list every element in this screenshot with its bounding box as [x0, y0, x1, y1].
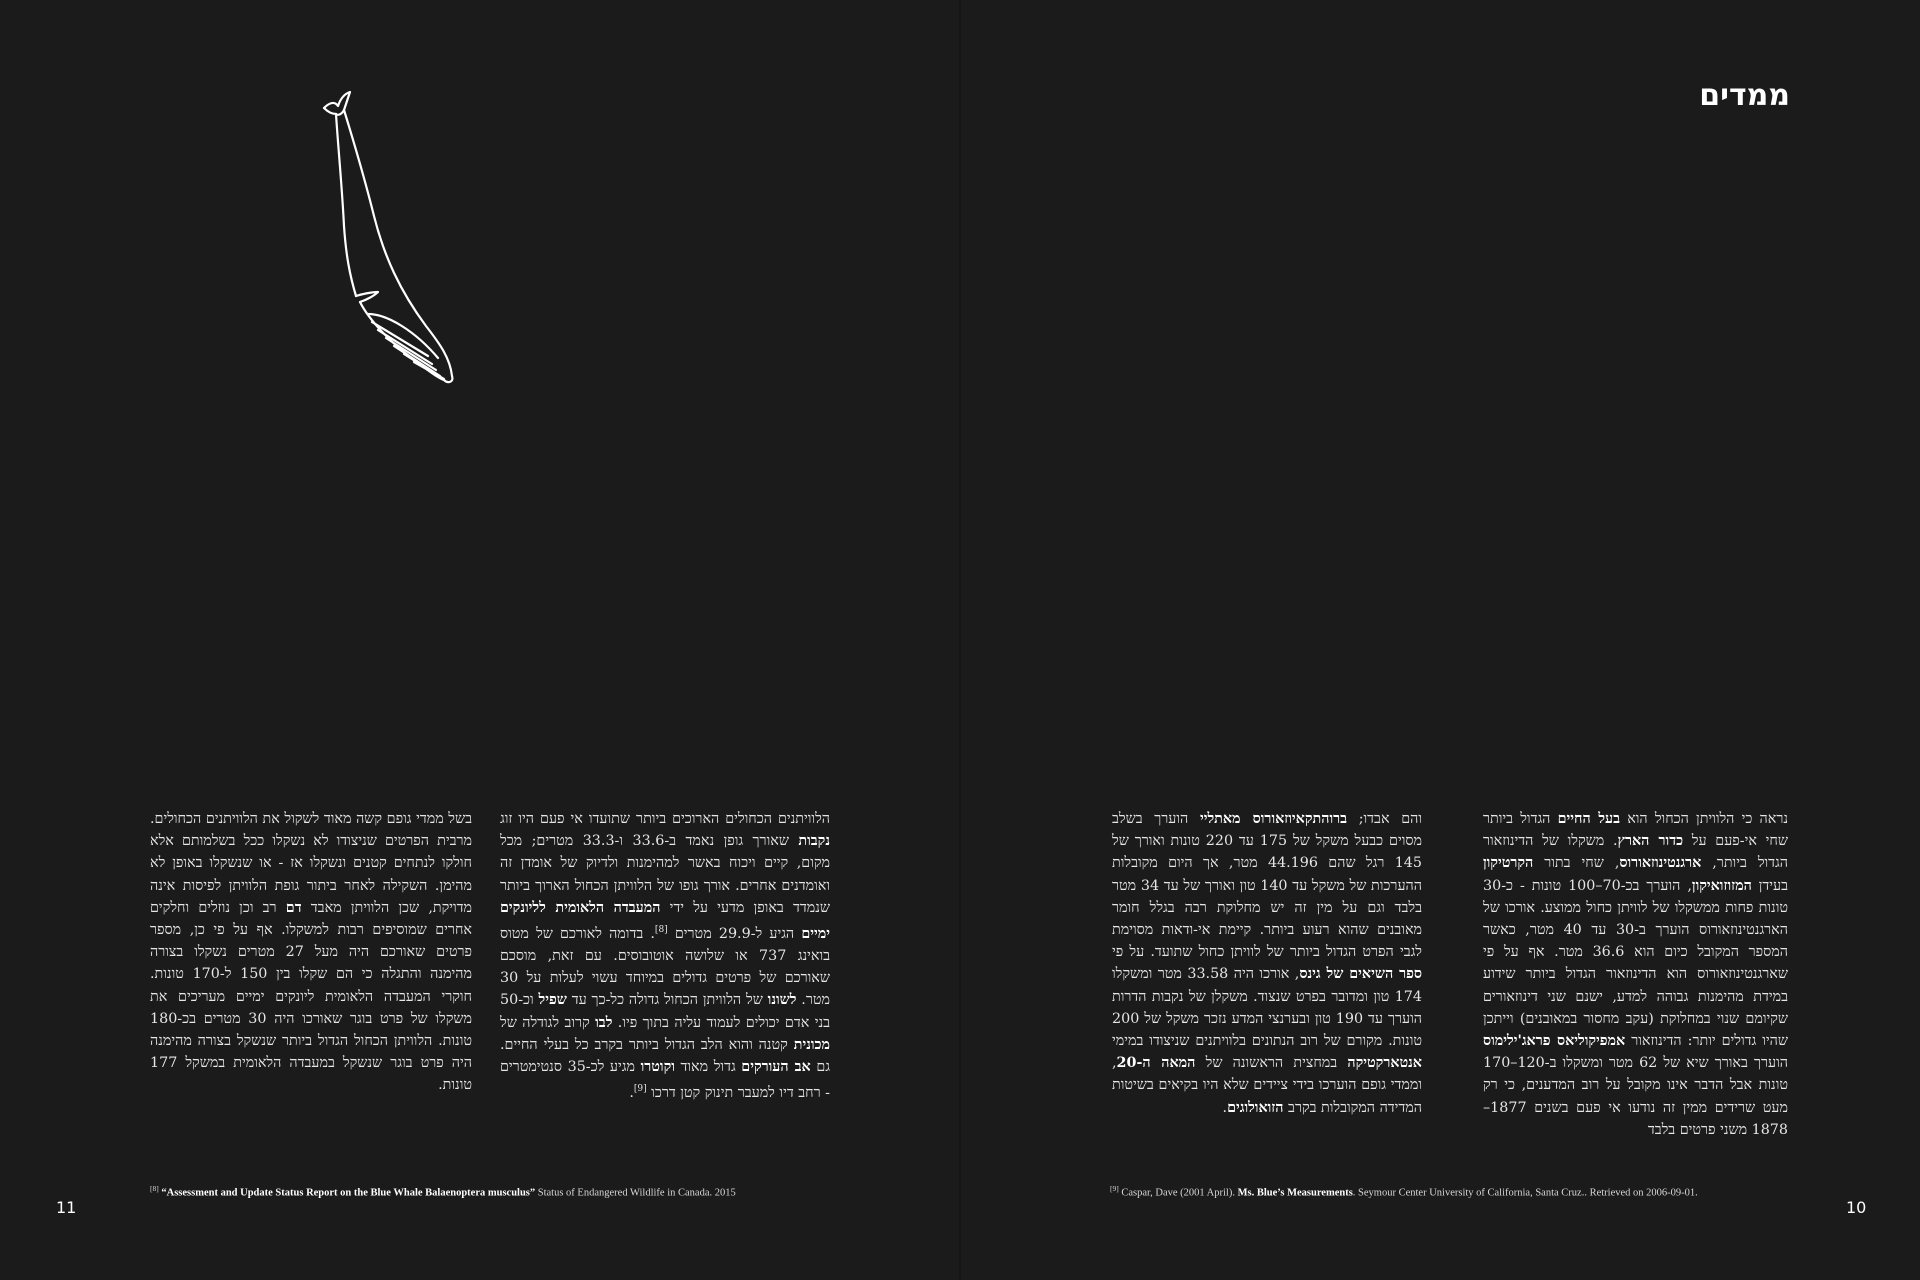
text-run: , הוערך בכ-70–100 טונות - כ-30 טונות פחות ממשקלו של לוויתן כחול ממוצע. אורכו של הארגנטינוזאורוס הוערך ב-30 עד 40 מטר, כאשר המספר המקובל כיום הוא 36.6 מטר. אף על פי שארגנטינוזאורוס הוא הדינוזאור הגדול ביותר שידוע במידת מהימנות גבוהה למדע, ישנם שני דינוזאורים שקיומם שנוי במחלוקת (עקב מחסור במאובנים) וייתכן שהיו גדולים יותר: הדינוזאור: [1483, 877, 1788, 1050]
text-run: הוערך בשלב מסוים כבעל משקל של 175 עד 220 טונות ואורך של 145 רגל שהם 44.196 מטר, אך היום מקובלות ההערכות של משקל עד 140 טון ואורך של עד 34 מטר בלבד וגם על מין זה יש מחלוקת רבה בגלל חומר מאובנים שהוא רעוע ביותר. קיימת אי-ודאות מסוימת לגבי הפרט הגדול ביותר של לוויתן כחול שתועד. על פי: [1112, 811, 1422, 961]
footnote-text: . Seymour Center University of California, Santa Cruz.. Retrieved on 2006-09-01.: [1352, 1187, 1698, 1199]
link-term: הקרטיקון: [1483, 855, 1534, 872]
link-term: דם: [285, 899, 302, 916]
text-run: רב וכן נוזלים וחלקים אחרים שמוסיפים רבות למשקלו. אף על פי כן, מספר פרטים שאורכם היה מעל 27 מטרים נשקלו בצורה מהימנה והתגלה כי הם שקלו בין 150 ל-170 טונות. חוקרי המעבדה הלאומית ליונקים ימיים מעריכים את משקלו של פרט בוגר שאורכו היה 30 מטרים בכ-180 טונות. הלוויתן הכחול הגדול ביותר שנשקל בצורה מהימנה היה פרט בוגר שנשקל במעבדה הלאומית במשקל 177 טונות.: [150, 899, 472, 1094]
text-run: גדול מאוד: [674, 1059, 742, 1075]
text-run: קרוב לגודלה של: [500, 1014, 596, 1031]
text-run: והם אבדו;: [1347, 811, 1423, 827]
text-run: בעידן: [1751, 877, 1789, 894]
link-term: אב העורקים: [741, 1059, 811, 1075]
text-run: קטנה והוא הלב הגדול ביותר בקרב כל בעלי החיים. גם: [500, 1036, 831, 1075]
link-term: ברוהתקאיוזאורוס מאתליי: [1199, 811, 1348, 827]
page-number-left: 11: [56, 1198, 77, 1217]
link-term: שפיל: [538, 992, 567, 1009]
link-term: ספר השיאים של גינס: [1299, 966, 1423, 983]
link-term: אנטארקטיקה: [1347, 1055, 1422, 1072]
link-term: מכונית: [793, 1036, 830, 1053]
text-run: שאורך גופן נאמד ב-33.6 ו-33.3 מטרים; מכל מקום, קיים ויכוח באשר למהימנות ולדיוק של אומדן זה ואומדנים אחרים. אורך גופו של הלוויתן הכחול הארוך ביותר שנמדד באופן מדעי על ידי: [500, 833, 830, 916]
paragraph: [150, 808, 472, 1097]
text-run: נראה כי הלוויתן הכחול הוא: [1620, 811, 1788, 827]
link-term: נקבות: [798, 833, 830, 850]
text-run: של הלוויתן הכחול גדולה כל-כך עד: [566, 992, 768, 1009]
link-term: כדור הארץ: [1617, 833, 1684, 850]
footnote-number: [9]: [1110, 1184, 1119, 1193]
text-run: .: [1222, 1099, 1228, 1116]
text-run: . בדומה לאורכם של מטוס בואינג 737 או שלושה אוטובוסים. עם זאת, מוסכם שאורכם של פרטים גדולים במיוחד עשוי לעלות על 30 מטר.: [500, 925, 830, 1009]
whale-icon: [316, 86, 476, 386]
text-run: מגיע לכ-35 סנטימטרים - רחב דיו למעבר תינוק קטן דרכו: [500, 1059, 830, 1101]
footnote-title: Ms. Blue’s Measurements: [1237, 1187, 1353, 1199]
footnote-title: “Assessment and Update Status Report on the Blue Whale Balaenoptera musculus”: [161, 1187, 536, 1199]
text-run: הגיע ל-29.9 מטרים: [667, 925, 802, 942]
text-run: .: [629, 1084, 634, 1101]
text-run: , וממדי גופם הוערכו בידי ציידים שלא היו בקיאים בשיטות המדידה המקובלות בקרב: [1112, 1055, 1422, 1116]
paragraph: [500, 808, 830, 1104]
link-term: המזוזואיקון: [1691, 877, 1752, 894]
footnote-number: [8]: [150, 1184, 159, 1193]
link-term: המאה ה-20: [1116, 1055, 1196, 1072]
text-run: וכ-50 בני אדם יכולים לעמוד עליה בתוך פיו.: [500, 992, 830, 1031]
link-term: הזואולוגים: [1227, 1099, 1284, 1116]
paragraph: [1112, 808, 1422, 1119]
paragraph: [1483, 808, 1788, 1141]
page-spine: [959, 0, 961, 1280]
link-term: וקוטרו: [640, 1059, 675, 1075]
footnote-8: [150, 1182, 736, 1201]
link-term: אמפיקוליאס פראג'ילימוס: [1483, 1033, 1626, 1050]
body-column-left-inner: [500, 808, 830, 1104]
link-term: המעבדה הלאומית לליונקים ימיים: [500, 899, 830, 942]
link-term: לשונו: [767, 992, 797, 1009]
link-term: ארגנטינוזאורוס: [1619, 855, 1702, 872]
body-column-left-outer: [150, 808, 472, 1097]
footnote-9: [1110, 1182, 1698, 1201]
text-run: במחצית הראשונה של: [1195, 1055, 1348, 1072]
text-run: בשל ממדי גופם קשה מאוד לשקול את הלוויתנים הכחולים. מרבית הפרטים שניצודו לא נשקלו ככל בשלמותם אלא חולקו לנתחים קטנים ונשקלו אז - או שנשקלו באופן לא מהימן. השקילה לאחר ביתור גופת הלוויתן לפיסות אינה מדויקת, שכן הלוויתן מאבד: [150, 811, 472, 916]
body-column-right-inner: [1112, 808, 1422, 1119]
text-run: , שחי בתור: [1533, 855, 1620, 872]
footnote-text: Status of Endangered Wildlife in Canada. 2015: [535, 1187, 736, 1199]
text-run: הלוויתנים הכחולים הארוכים ביותר שתועדו אי פעם היו זוג: [500, 811, 830, 827]
text-run: , אורכו היה 33.58 מטר ומשקלו 174 טון ומדובר בפרט שנצוד. משקלן של נקבות הדרות הוערך עד 190 טון ובערנצי המדע נזכר משקל של 200 טונות. מקורם של רוב הנתונים בלוויתנים שניצודו במימי: [1112, 966, 1423, 1050]
text-run: . משקלו של הדינוזאור הגדול ביותר,: [1483, 833, 1788, 872]
footnote-ref: [8]: [654, 925, 668, 936]
page-number-right: 10: [1846, 1198, 1867, 1217]
footnote-text: Caspar, Dave (2001 April).: [1118, 1187, 1238, 1199]
body-column-right-outer: [1483, 808, 1788, 1141]
link-term: לבו: [595, 1014, 613, 1031]
text-run: הגדול ביותר שחי אי-פעם על: [1483, 811, 1788, 850]
text-run: הוערך באורך שיא של 62 מטר ומשקלו ב-120–170 טונות אבל הדבר אינו מקובל על רוב המדענים, כי רק מעט שרידים ממין זה נודעו אי פעם בשנים 1877–1878 משני פרטים בלבד: [1483, 1055, 1788, 1138]
footnote-ref: [9]: [633, 1084, 647, 1095]
page-title: ממדים: [1699, 78, 1790, 113]
link-term: בעל החיים: [1557, 811, 1620, 827]
